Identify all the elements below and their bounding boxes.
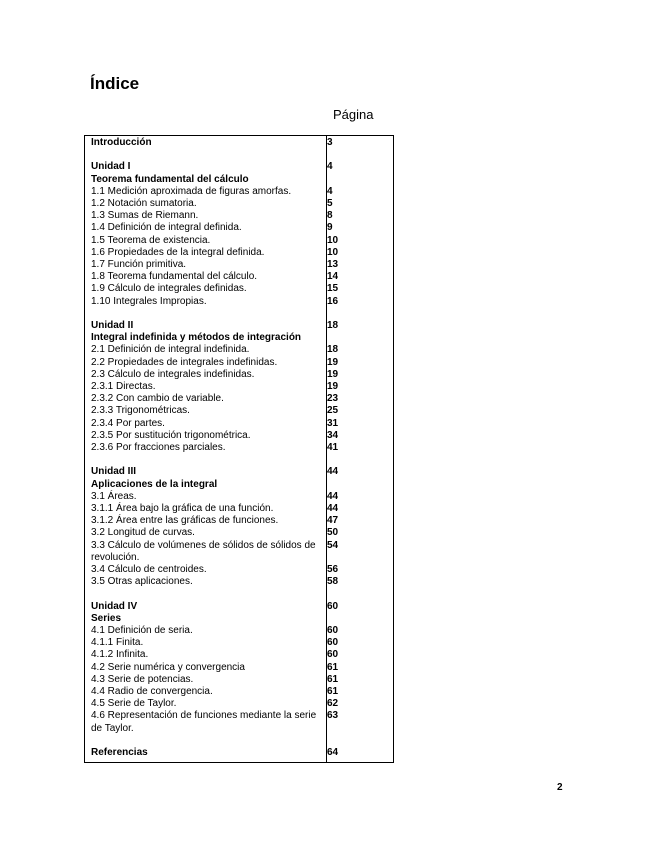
toc-entry-label: 4.1 Definición de seria. (91, 625, 193, 637)
toc-row (85, 174, 393, 186)
toc-entry-page (321, 479, 327, 491)
toc-row (85, 198, 393, 210)
toc-entry-label: 2.3.2 Con cambio de variable. (91, 393, 224, 405)
toc-row (85, 686, 393, 698)
toc-row (85, 161, 393, 173)
toc-entry-page: 63 (327, 710, 339, 722)
toc-entry-page: 60 (327, 649, 339, 661)
toc-entry-label: 1.6 Propiedades de la integral definida. (91, 246, 265, 258)
toc-row (85, 576, 393, 588)
toc-entry-page: 56 (327, 564, 339, 576)
toc-entry-page: 18 (327, 320, 339, 332)
toc-entry-page: 34 (327, 429, 339, 441)
toc-row (85, 527, 393, 539)
toc-entry-page: 5 (327, 198, 333, 209)
toc-row (85, 320, 393, 332)
toc-entry-page: 64 (327, 747, 339, 759)
toc-entry-label: 1.2 Notación sumatoria. (91, 198, 197, 209)
toc-entry-page: 10 (327, 246, 339, 258)
toc-row (85, 515, 393, 527)
toc-row (85, 381, 393, 393)
toc-entry-page: 61 (327, 673, 339, 685)
toc-entry-label: 1.7 Función primitiva. (91, 259, 187, 271)
toc-entry-label: 3.2 Longitud de curvas. (91, 527, 195, 539)
toc-entry-label: 3.5 Otras aplicaciones. (91, 576, 193, 588)
toc-row (85, 430, 393, 442)
toc-entry-page: 44 (327, 466, 339, 478)
toc-entry-label: Unidad III (91, 466, 136, 478)
toc-row (85, 186, 393, 198)
toc-row (85, 271, 393, 283)
toc-entry-label: Teorema fundamental del cálculo (91, 173, 249, 185)
toc-entry-label: 4.1.1 Finita. (91, 637, 144, 649)
toc-entry-page: 31 (327, 417, 339, 429)
toc-entry-label: Integral indefinida y métodos de integración (91, 332, 302, 344)
toc-row (85, 649, 393, 661)
page-column-header: Página (333, 107, 374, 122)
toc-entry-page: 14 (327, 271, 339, 283)
toc-entry-label: 2.3.4 Por partes. (91, 417, 165, 429)
toc-entry-label: 3.3 Cálculo de volúmenes de sólidos de sólidos de revolución. (91, 539, 316, 563)
toc-entry-page: 44 (327, 490, 339, 502)
toc-row (85, 698, 393, 710)
toc-entry-label: Unidad IV (91, 600, 138, 612)
toc-entry-page: 60 (327, 625, 339, 637)
toc-entry-label: 4.4 Radio de convergencia. (91, 686, 213, 698)
toc-entry-page: 9 (327, 222, 333, 234)
toc-entry-page: 10 (327, 234, 339, 246)
toc-row (85, 625, 393, 637)
toc-row (85, 662, 393, 674)
toc-entry-label: 3.1.1 Área bajo la gráfica de una función. (91, 503, 274, 515)
toc-entry-label: 2.3.5 Por sustitución trigonométrica. (91, 429, 251, 441)
toc-entry-label: 1.10 Integrales Impropias. (91, 295, 207, 307)
toc-entry-label: 4.3 Serie de potencias. (91, 673, 194, 685)
table-of-contents (84, 135, 394, 763)
page-title: Índice (90, 74, 140, 93)
toc-entry-page: 47 (327, 515, 339, 527)
toc-row (85, 222, 393, 234)
toc-row (85, 393, 393, 405)
toc-entry-page: 60 (327, 600, 339, 612)
toc-row (85, 503, 393, 515)
toc-entry-page: 58 (327, 576, 339, 588)
toc-row (85, 479, 393, 491)
toc-entry-label: Referencias (91, 747, 148, 759)
toc-row (85, 405, 393, 417)
toc-entry-label: 4.6 Representación de funciones mediante la serie de Taylor. (91, 710, 317, 734)
toc-entry-page: 25 (327, 405, 339, 417)
toc-entry-label: Introducción (91, 137, 152, 148)
toc-entry-page: 50 (327, 527, 339, 539)
toc-row (85, 491, 393, 503)
toc-entry-label: 1.4 Definición de integral definida. (91, 222, 242, 234)
toc-entry-label: 2.3.6 Por fracciones parciales. (91, 442, 226, 454)
toc-entry-page: 19 (327, 381, 339, 393)
toc-entry-page: 8 (327, 210, 333, 222)
toc-entry-page (321, 613, 327, 625)
toc-entry-label: 2.3.1 Directas. (91, 381, 156, 393)
toc-row (85, 332, 393, 344)
toc-row (85, 369, 393, 381)
toc-rows (85, 137, 393, 759)
toc-entry-page: 62 (327, 698, 339, 710)
toc-entry-label: 4.5 Serie de Taylor. (91, 698, 177, 710)
toc-row (85, 710, 393, 734)
toc-entry-label: 4.1.2 Infinita. (91, 649, 149, 661)
toc-row (85, 564, 393, 576)
toc-entry-page (321, 332, 327, 344)
toc-entry-page: 13 (327, 259, 339, 271)
toc-entry-page (321, 174, 327, 186)
toc-entry-label: Unidad II (91, 320, 134, 332)
toc-row (85, 247, 393, 259)
page-number: 2 (557, 782, 563, 793)
toc-entry-page: 44 (327, 503, 339, 515)
toc-row (85, 540, 393, 564)
toc-entry-page: 16 (327, 295, 339, 307)
toc-entry-page: 61 (327, 661, 339, 673)
toc-row (85, 259, 393, 271)
toc-entry-page: 4 (327, 161, 333, 173)
toc-entry-label: Unidad I (91, 161, 131, 173)
toc-row (85, 296, 393, 308)
toc-entry-label: Series (91, 612, 122, 624)
toc-row (85, 283, 393, 295)
toc-entry-label: 2.1 Definición de integral indefinida. (91, 344, 250, 356)
toc-entry-page: 19 (327, 356, 339, 368)
toc-row (85, 210, 393, 222)
toc-row (85, 418, 393, 430)
toc-row (85, 674, 393, 686)
toc-entry-label: 1.9 Cálculo de integrales definidas. (91, 283, 247, 295)
toc-entry-label: 3.1.2 Área entre las gráficas de funciones. (91, 515, 279, 527)
toc-entry-label: 1.3 Sumas de Riemann. (91, 210, 199, 222)
toc-row (85, 344, 393, 356)
toc-entry-page: 54 (327, 539, 339, 551)
toc-entry-label: 1.8 Teorema fundamental del cálculo. (91, 271, 258, 283)
toc-row (85, 137, 393, 149)
toc-entry-page: 41 (327, 442, 339, 454)
toc-entry-label: 1.1 Medición aproximada de figuras amorfas. (91, 185, 292, 197)
toc-entry-label: 2.2 Propiedades de integrales indefinidas. (91, 356, 278, 368)
toc-entry-label: 2.3 Cálculo de integrales indefinidas. (91, 368, 255, 380)
toc-entry-page: 61 (327, 686, 339, 698)
toc-entry-page: 18 (327, 344, 339, 356)
toc-row (85, 442, 393, 454)
toc-entry-page: 3 (327, 137, 333, 148)
toc-row (85, 466, 393, 478)
toc-row (85, 235, 393, 247)
toc-entry-page: 15 (327, 283, 339, 295)
toc-row (85, 357, 393, 369)
toc-row (85, 637, 393, 649)
toc-entry-page: 60 (327, 637, 339, 649)
toc-entry-label: 3.4 Cálculo de centroides. (91, 564, 207, 576)
toc-row (85, 601, 393, 613)
toc-row (85, 613, 393, 625)
toc-entry-label: Aplicaciones de la integral (91, 478, 218, 490)
toc-entry-page: 19 (327, 368, 339, 380)
toc-entry-label: 3.1 Áreas. (91, 490, 137, 502)
toc-entry-page: 4 (327, 185, 333, 197)
toc-entry-page: 23 (327, 393, 339, 405)
toc-row (85, 747, 393, 759)
toc-entry-label: 2.3.3 Trigonométricas. (91, 405, 190, 417)
toc-entry-label: 1.5 Teorema de existencia. (91, 234, 211, 246)
toc-entry-label: 4.2 Serie numérica y convergencia (91, 661, 245, 673)
